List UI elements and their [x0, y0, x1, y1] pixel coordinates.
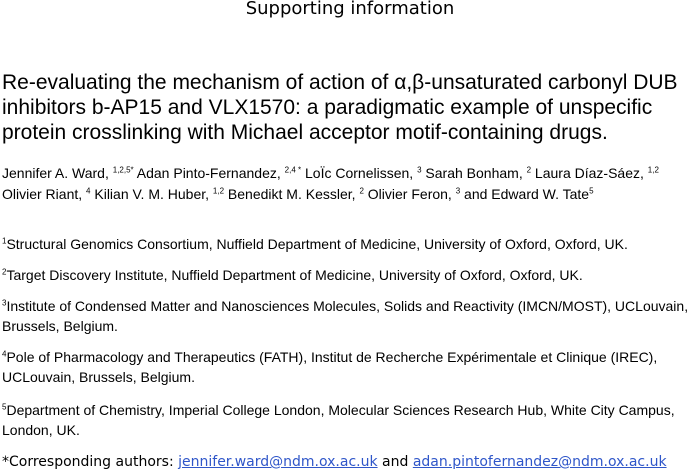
corresponding-authors: [2, 452, 698, 472]
author-affiliation-marker: 1,2: [647, 165, 659, 175]
author-affiliation-marker: 2: [359, 186, 364, 196]
author-name: Sarah Bonham,: [421, 165, 527, 181]
author-name: Jennifer A. Ward,: [2, 165, 113, 181]
affiliation-1: [2, 234, 698, 254]
affiliation-number: 4: [2, 349, 7, 359]
affiliation-number: 3: [2, 298, 7, 308]
author-name: Adan Pinto-Fernandez,: [133, 165, 285, 181]
author-affiliation-marker: 3: [417, 165, 422, 175]
corresponding-joiner: and: [377, 454, 413, 470]
supporting-information-header: Supporting information: [245, 0, 455, 19]
affiliation-text: Structural Genomics Consortium, Nuffield Department of Medicine, University of Oxford, Oxford, UK.: [6, 236, 628, 252]
affiliation-3: [2, 296, 698, 336]
affiliation-number: 2: [2, 267, 7, 277]
email-link-ward[interactable]: jennifer.ward@ndm.ox.ac.uk: [178, 454, 378, 470]
affiliation-text: Institute of Condensed Matter and Nanosciences Molecules, Solids and Reactivity (IMCN/MOST), UCLouvain, Brussels, Belgium.: [2, 298, 689, 334]
author-name: Kilian V. M. Huber,: [90, 186, 213, 202]
author-affiliation-marker: 1,2,5*: [112, 165, 134, 175]
corresponding-label: *Corresponding authors:: [2, 454, 179, 470]
author-name: Benedikt M. Kessler,: [224, 186, 360, 202]
affiliation-number: 5: [2, 402, 7, 412]
author-affiliation-marker: 2: [526, 165, 532, 175]
affiliation-4: [2, 347, 698, 387]
affiliation-2: [2, 265, 698, 285]
author-affiliation-marker: 2,4 *: [284, 165, 302, 175]
author-name: Olivier Riant,: [2, 186, 87, 202]
affiliation-number: 1: [2, 236, 7, 246]
author-name: Olivier Feron,: [363, 186, 456, 202]
author-name: Laura Díaz-Sáez,: [531, 165, 648, 181]
affiliation-text: Department of Chemistry, Imperial College London, Molecular Sciences Research Hub, White City Campus, London, UK.: [2, 402, 675, 438]
author-affiliation-marker: 1,2: [212, 186, 225, 196]
author-affiliation-marker: 4: [86, 186, 91, 196]
affiliation-5: [2, 400, 698, 440]
paper-title: Re-evaluating the mechanism of action of α,β-unsaturated carbonyl DUB inhibitors b-AP15 and VLX1570: a paradigmatic example of unspecific protein crosslinking with Michael acceptor motif-containing drugs.: [2, 71, 678, 144]
author-name: and Edward W. Tate: [460, 186, 590, 202]
affiliation-text: Target Discovery Institute, Nuffield Department of Medicine, University of Oxford, Oxford, UK.: [6, 267, 583, 283]
author-affiliation-marker: 3: [455, 186, 461, 196]
author-name: LoÏc Cornelissen,: [301, 165, 418, 181]
author-list: [2, 163, 698, 205]
email-link-pinto-fernandez[interactable]: adan.pintofernandez@ndm.ox.ac.uk: [412, 454, 667, 470]
author-affiliation-marker: 5: [589, 186, 594, 196]
affiliation-text: Pole of Pharmacology and Therapeutics (FATH), Institut de Recherche Expérimentale et Clinique (IREC), UCLouvain, Brussels, Belgium.: [2, 349, 658, 385]
